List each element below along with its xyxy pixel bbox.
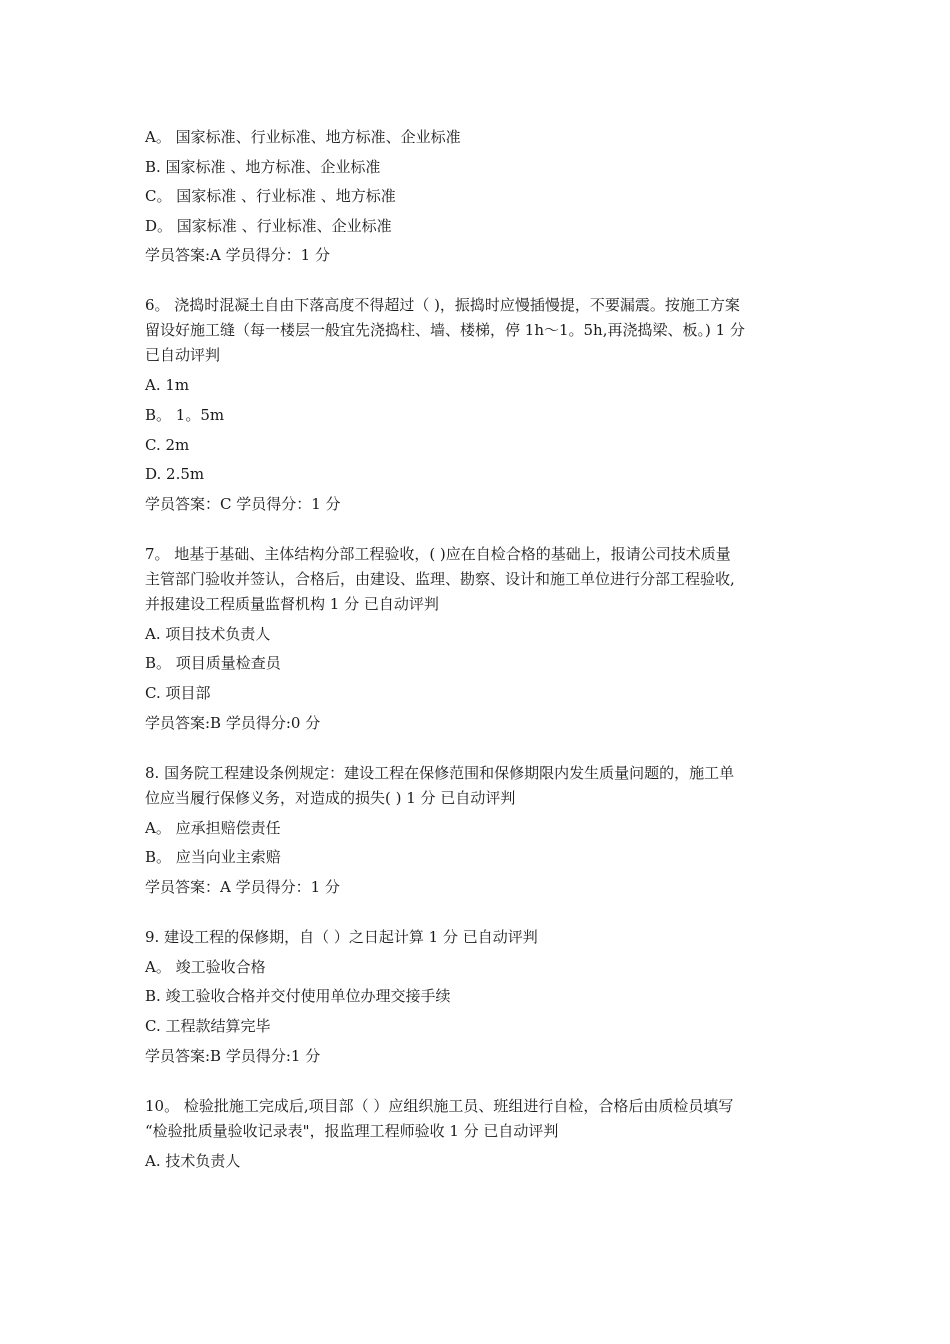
option-a: A。 应承担赔偿责任 xyxy=(145,818,281,837)
option-a: A. 1m xyxy=(145,376,190,395)
option-a: A. 技术负责人 xyxy=(145,1151,241,1170)
question-line: “检验批质量验收记录表"，报监理工程师验收 1 分 已自动评判 xyxy=(145,1121,559,1140)
quiz-block xyxy=(145,925,815,1069)
question-text xyxy=(145,542,815,617)
question-line: 8. 国务院工程建设条例规定：建设工程在保修范围和保修期限内发生质量问题的，施工单 xyxy=(145,763,735,782)
option-b: B. 国家标准 、地方标准、企业标准 xyxy=(145,157,381,176)
question-text xyxy=(145,1094,815,1144)
quiz-block xyxy=(145,1094,815,1174)
option-b: B。 应当向业主索赔 xyxy=(145,848,281,867)
quiz-content xyxy=(145,125,815,1178)
option-c: C. 工程款结算完毕 xyxy=(145,1016,271,1035)
quiz-block xyxy=(145,761,815,900)
question-line: 6。 浇捣时混凝土自由下落高度不得超过（ )，振捣时应慢插慢提，不要漏震。按施工方案 xyxy=(145,296,740,315)
question-line: 留设好施工缝（每一楼层一般宜先浇捣柱、墙、楼梯，停 1h～1。5h,再浇捣梁、板。) 1 分 xyxy=(145,321,745,340)
question-line: 10。 检验批施工完成后,项目部（ ）应组织施工员、班组进行自检，合格后由质检员填写 xyxy=(145,1096,734,1115)
student-answer: 学员答案：C 学员得分：1 分 xyxy=(145,494,341,513)
student-answer: 学员答案:A 学员得分：1 分 xyxy=(145,246,330,265)
option-a: A。 竣工验收合格 xyxy=(145,957,266,976)
question-line: 已自动评判 xyxy=(145,346,221,365)
question-text xyxy=(145,293,815,368)
option-b: B. 竣工验收合格并交付使用单位办理交接手续 xyxy=(145,987,451,1006)
student-answer: 学员答案：A 学员得分：1 分 xyxy=(145,877,340,896)
option-d: D。 国家标准 、行业标准、企业标准 xyxy=(145,216,392,235)
quiz-block xyxy=(145,125,815,268)
option-a: A. 项目技术负责人 xyxy=(145,624,271,643)
option-a: A。 国家标准、行业标准、地方标准、企业标准 xyxy=(145,128,461,146)
option-c: C。 国家标准 、行业标准 、地方标准 xyxy=(145,187,396,206)
option-b: B。 1。5m xyxy=(145,405,225,424)
question-line: 主管部门验收并签认，合格后，由建设、监理、勘察、设计和施工单位进行分部工程验收, xyxy=(145,569,735,588)
question-line: 7。 地基于基础、主体结构分部工程验收，( )应在自检合格的基础上，报请公司技术质量 xyxy=(145,544,731,563)
question-line: 位应当履行保修义务，对造成的损失( ) 1 分 已自动评判 xyxy=(145,788,516,807)
option-c: C. 项目部 xyxy=(145,683,211,702)
option-b: B。 项目质量检查员 xyxy=(145,654,281,673)
question-line: 并报建设工程质量监督机构 1 分 已自动评判 xyxy=(145,594,439,613)
question-line: 9. 建设工程的保修期，自（ ）之日起计算 1 分 已自动评判 xyxy=(145,927,538,946)
question-text xyxy=(145,761,815,811)
question-text xyxy=(145,925,815,950)
option-d: D. 2.5m xyxy=(145,465,205,484)
quiz-block xyxy=(145,542,815,736)
option-c: C. 2m xyxy=(145,435,190,454)
quiz-block xyxy=(145,293,815,516)
student-answer: 学员答案:B 学员得分:0 分 xyxy=(145,713,321,732)
student-answer: 学员答案:B 学员得分:1 分 xyxy=(145,1046,321,1065)
